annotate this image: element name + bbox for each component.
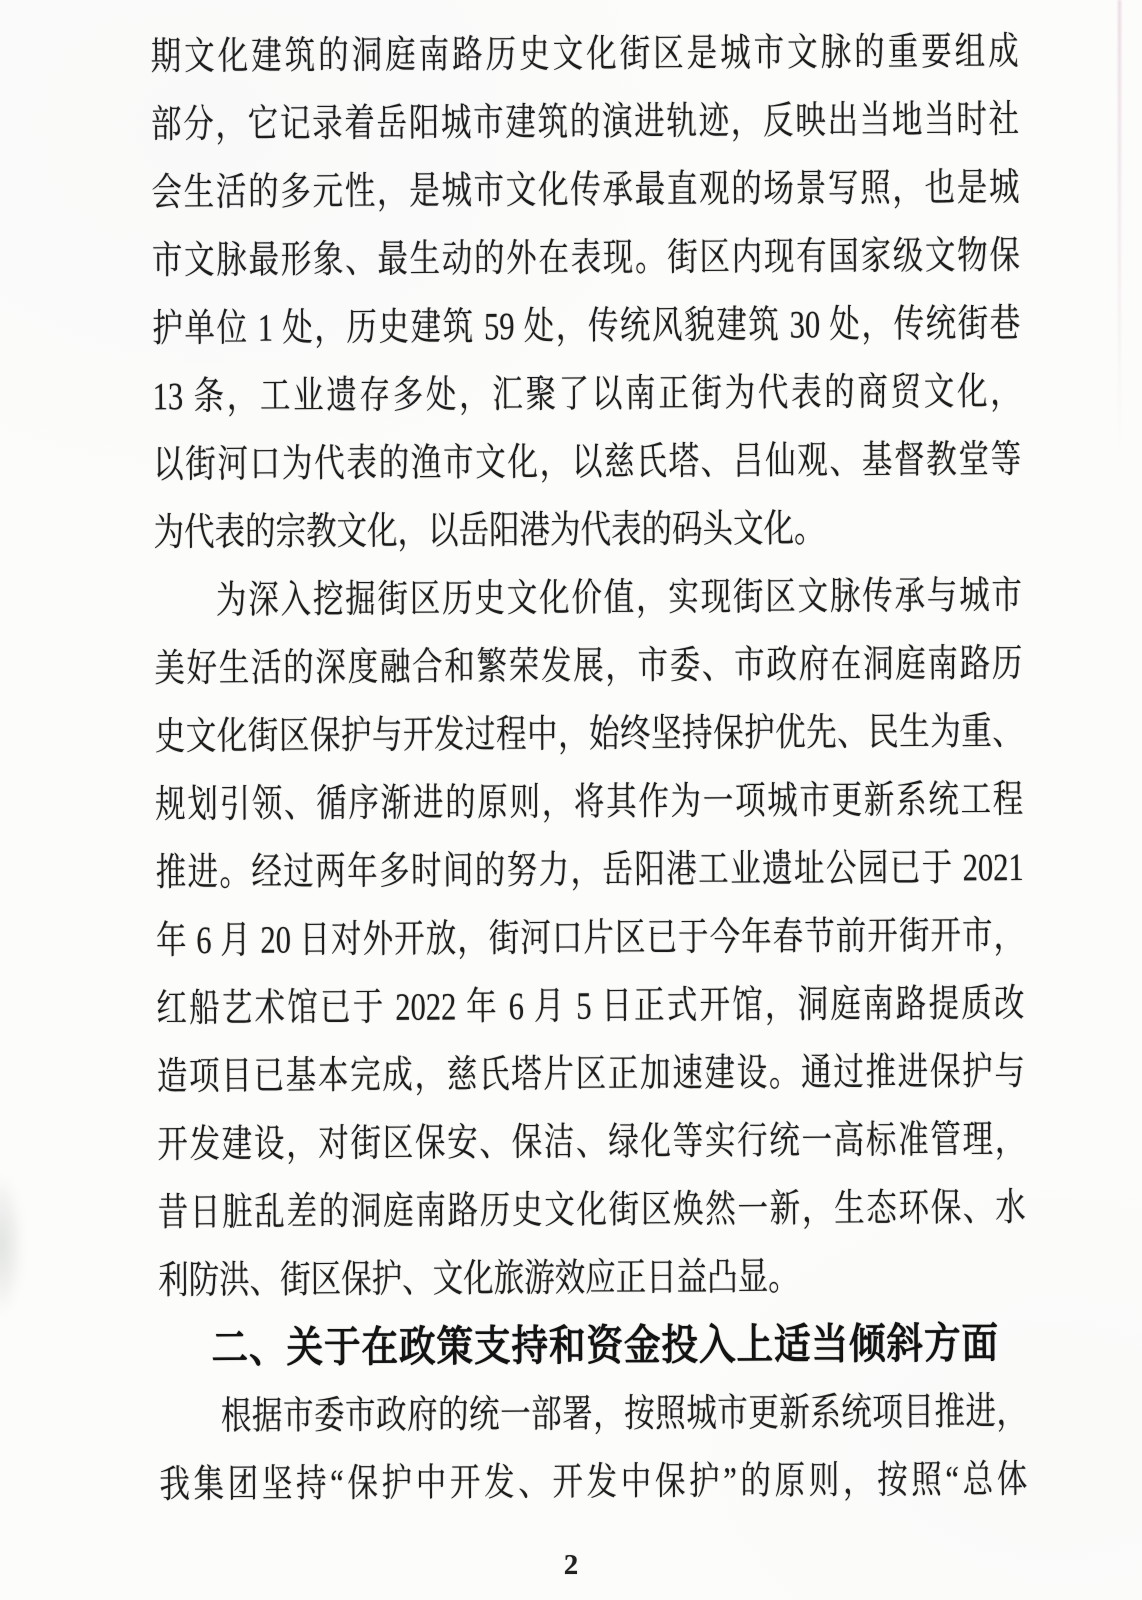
text-line: 部分，它记录着岳阳城市建筑的演进轨迹，反映出当地当时社 — [150, 97, 1020, 147]
scan-edge-artifact — [1118, 0, 1121, 450]
text-line: 推进。经过两年多时间的努力，岳阳港工业遗址公园已于 2021 — [155, 845, 1024, 895]
page-number: 2 — [563, 1549, 579, 1581]
document-body — [150, 17, 1027, 1518]
text-line: 为深入挖掘街区历史文化价值，实现街区文脉传承与城市 — [215, 573, 1023, 622]
scan-smudge-artifact — [0, 1172, 24, 1317]
text-line: 开发建设，对街区保安、保洁、绿化等实行统一高标准管理， — [157, 1117, 1026, 1167]
text-line: 期文化建筑的洞庭南路历史文化街区是城市文脉的重要组成 — [150, 29, 1019, 79]
text-line: 我集团坚持“保护中开发、开发中保护”的原则，按照“总体 — [159, 1457, 1028, 1507]
text-line: 造项目已基本完成，慈氏塔片区正加速建设。通过推进保护与 — [156, 1049, 1025, 1099]
text-line: 年 6 月 20 日对外开放，街河口片区已于今年春节前开街开市， — [155, 913, 1025, 963]
text-line: 红船艺术馆已于 2022 年 6 月 5 日正式开馆，洞庭南路提质改 — [156, 981, 1025, 1031]
text-line: 13 条，工业遗存多处，汇聚了以南正街为代表的商贸文化， — [152, 369, 1021, 419]
text-line: 为代表的宗教文化，以岳阳港为代表的码头文化。 — [153, 506, 825, 555]
text-line: 规划引领、循序渐进的原则，将其作为一项城市更新系统工程 — [155, 777, 1024, 827]
text-line: 以街河口为代表的渔市文化，以慈氏塔、吕仙观、基督教堂等 — [153, 437, 1022, 487]
text-line: 市文脉最形象、最生动的外在表现。街区内现有国家级文物保 — [151, 233, 1021, 283]
text-line: 史文化街区保护与开发过程中，始终坚持保护优先、民生为重、 — [154, 709, 1023, 759]
text-line: 根据市委市政府的统一部署，按照城市更新系统项目推进， — [220, 1389, 1028, 1438]
text-line: 昔日脏乱差的洞庭南路历史文化街区焕然一新，生态环保、水 — [157, 1185, 1026, 1235]
text-line: 护单位 1 处，历史建筑 59 处，传统风貌建筑 30 处，传统街巷 — [152, 301, 1021, 351]
section-heading: 二、关于在政策支持和资金投入上适当倾斜方面 — [211, 1319, 1000, 1372]
text-line: 利防洪、街区保护、文化旅游效应正日益凸显。 — [157, 1255, 799, 1303]
text-line: 美好生活的深度融合和繁荣发展，市委、市政府在洞庭南路历 — [154, 641, 1023, 691]
text-line: 会生活的多元性，是城市文化传承最直观的场景写照，也是城 — [151, 165, 1020, 215]
